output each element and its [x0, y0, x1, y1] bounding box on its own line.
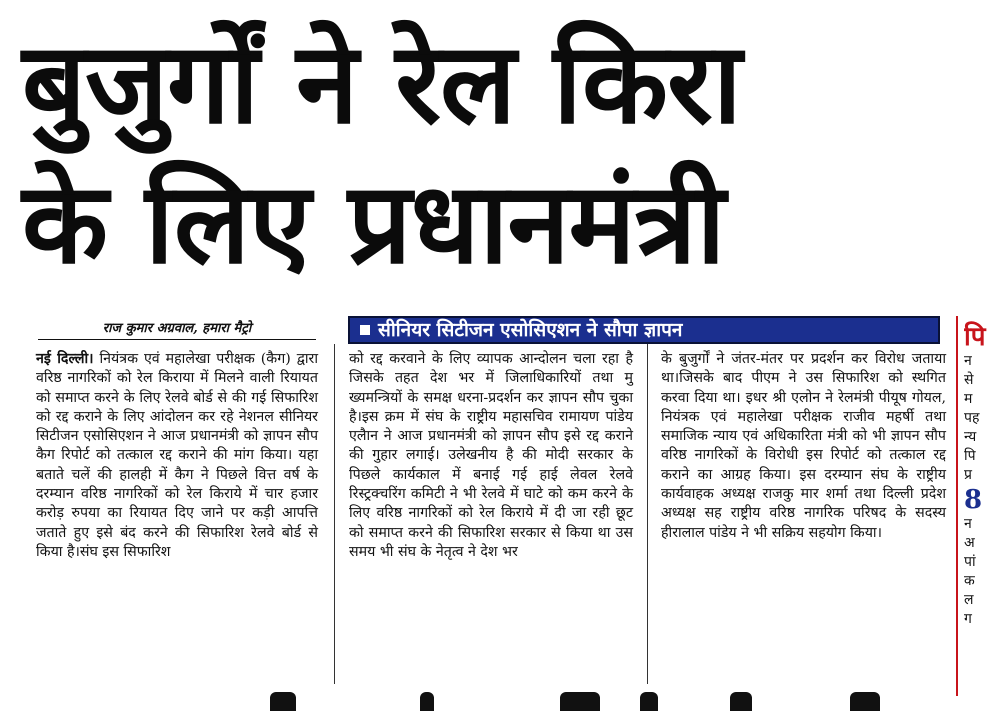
adjacent-line: म — [964, 391, 973, 407]
adjacent-line: ल — [964, 592, 974, 608]
adjacent-line: से — [964, 372, 974, 388]
headline-line-2: के लिए प्रधानमंत्री — [22, 159, 725, 289]
adjacent-line: पां — [964, 554, 976, 570]
article-column-2 — [349, 350, 633, 562]
column-3-text: के बुजुर्गों ने जंतर-मंतर पर प्रदर्शन कर विरोध जताया था।जिसके बाद पीएम ने उस सिफारिश को स्थगित करवा दिया था। इधर श्री एलोन ने रेलमंत्री पीयूष गोयल, नियंत्रक एवं महालेखा परीक्षक राजीव महर्षी तथा समाजिक न्याय एवं अधिकारिता मंत्री को भी ज्ञापन सौप वरिष्ठ नागरिकों के विरोधी इस रिपोर्ट को तत्काल रद्द कराने का आग्रह किया। इस दरम्यान संघ के राष्ट्रीय कार्यवाहक अध्यक्ष राजकु मार शर्मा तथा दिल्ली प्रदेश अध्यक्ष सह राष्ट्रीय वरिष्ठ नागरिक परिषद के सदस्य हीरालाल पांडेय ने भी सक्रिय सहयोग किया। — [661, 351, 946, 541]
adjacent-line: न — [964, 516, 972, 532]
adjacent-line: क — [964, 573, 975, 589]
adjacent-line: न — [964, 353, 972, 369]
article-column-3 — [661, 350, 946, 543]
right-column-divider — [956, 316, 958, 696]
column-divider — [334, 344, 335, 684]
adjacent-line: ग — [964, 611, 972, 627]
adjacent-blue-number: 8 — [964, 485, 983, 515]
adjacent-line: पि — [964, 448, 976, 464]
column-1-text: नियंत्रक एवं महालेखा परीक्षक (कैग) द्वारा वरिष्ठ नागरिकों को रेल किराया में मिलने वाली रियायत को समाप्त करने के लिए रेलवे बोर्ड से की गई सिफारिश को रद्द कराने के लिए आंदोलन कर रहे नेशनल सीनियर सिटीजन एसोसिएशन ने आज प्रधानमंत्री को ज्ञापन सौप कैग रिपोर्ट को तत्काल रद्द कराने की मांग किया। यहा बताते चलें की हालही में कैग ने पिछले वित्त वर्ष के दरम्यान वरिष्ठ नागरिकों को रेल किराये में चार हजार करोड़ रुपया का रियायत दिए जाने पर कड़ी आपत्ति जताते हुए इसे बंद करने की सिफारिश रेलवे बोर्ड से किया है।संघ इस सिफारिश — [36, 351, 318, 560]
adjacent-line: पह — [964, 410, 980, 426]
adjacent-lines-2 — [964, 515, 989, 629]
subhead-text: सीनियर सिटीजन एसोसिएशन ने सौपा ज्ञापन — [378, 319, 683, 341]
adjacent-line: प्र — [964, 467, 972, 483]
adjacent-line: अ — [964, 535, 975, 551]
adjacent-lines-1 — [964, 352, 989, 485]
subhead-banner — [348, 316, 940, 344]
article-column-1 — [36, 350, 318, 562]
next-headline-cropped — [0, 690, 989, 711]
adjacent-article-cropped — [964, 316, 989, 711]
dateline: नई दिल्ली। — [36, 351, 94, 367]
column-2-text: को रद्द करवाने के लिए व्यापक आन्दोलन चला रहा है जिसके तहत देश भर में जिलाधिकारियों तथा मु ख्यमन्त्रियों के समक्ष धरना-प्रदर्शन कर ज्ञापन सौप चुका है।इस क्रम में संघ के राष्ट्रीय महासचिव रामायण पांडेय एलैान ने आज प्रधानमंत्री को ज्ञापन सौप इसे रद्द कराने की गुहार लगाई। उलेखनीय है की मोदी सरकार के पिछले कार्यकाल में बनाई गई हाई लेवल रेलवे रिस्ट्रक्चरिंग कमिटी ने भी रेलवे में घाटे को कम करने के लिए वरिष्ठ नागरिकों को रेल किराये में दी जा रही छूट को समाप्त करने की सिफारिश सरकार से किया था उस समय भी संघ के नेतृत्व ने देश भर — [349, 351, 633, 560]
adjacent-line: न्य — [964, 429, 977, 445]
adjacent-red-headline: पि — [964, 322, 986, 352]
bullet-square-icon — [360, 325, 370, 335]
column-divider — [647, 344, 648, 684]
byline: राज कुमार अग्रवाल, हमारा मैट्रो — [38, 318, 316, 340]
headline-line-1: बुजुर्गों ने रेल किरा — [22, 19, 741, 149]
